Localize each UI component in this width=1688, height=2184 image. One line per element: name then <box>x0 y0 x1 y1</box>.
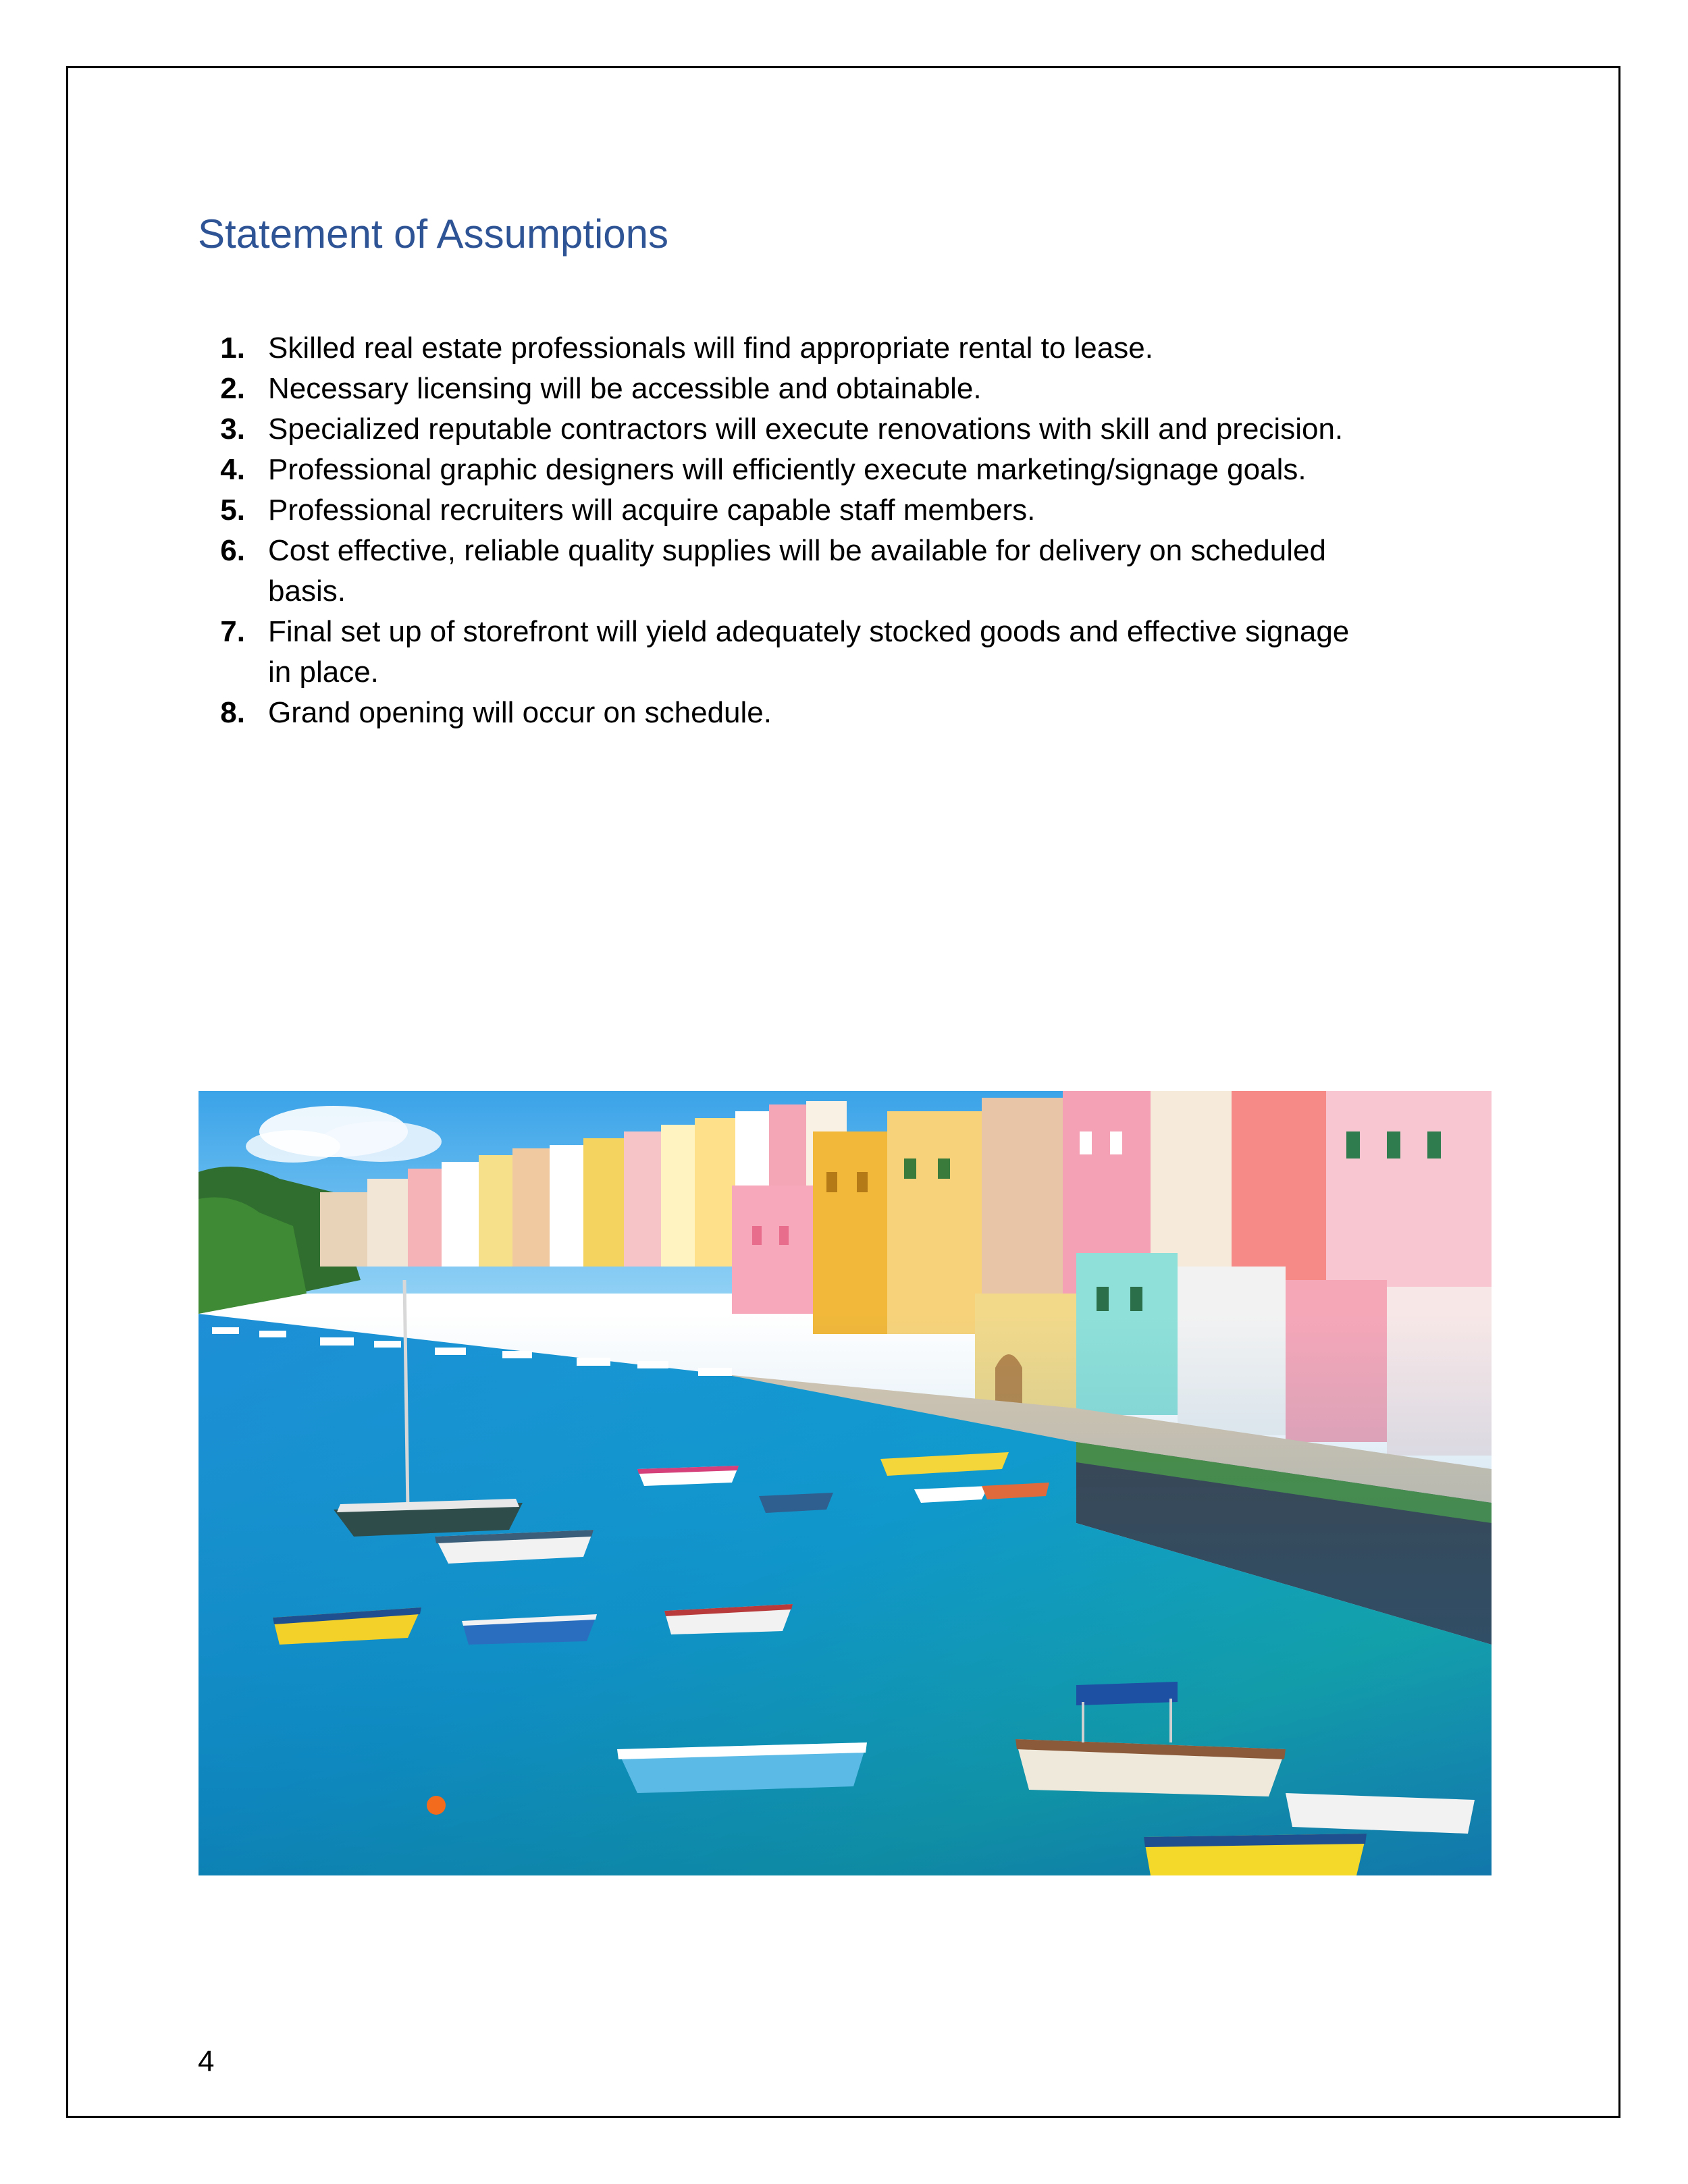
list-item-text: Professional recruiters will acquire capable staff members. <box>268 494 1036 527</box>
list-item-text: Professional graphic designers will efficiently execute marketing/signage goals. <box>268 453 1307 486</box>
list-item-text: Final set up of storefront will yield adequately stocked goods and effective signage in place. <box>268 615 1350 689</box>
list-item-text: Necessary licensing will be accessible and obtainable. <box>268 372 982 405</box>
assumptions-list <box>203 328 1418 733</box>
page-number: 4 <box>198 2045 215 2078</box>
list-item <box>203 693 1418 733</box>
list-item-number: 6. <box>220 534 245 567</box>
list-item-text: Cost effective, reliable quality supplies will be available for delivery on scheduled basis. <box>268 534 1326 608</box>
list-item <box>203 531 1418 612</box>
list-item <box>203 409 1418 450</box>
list-item <box>203 328 1418 369</box>
list-item-text: Specialized reputable contractors will execute renovations with skill and precision. <box>268 412 1344 446</box>
list-item-number: 4. <box>220 453 245 486</box>
list-item-number: 5. <box>220 494 245 527</box>
list-item-number: 3. <box>220 412 245 446</box>
list-item <box>203 450 1418 490</box>
list-item-number: 2. <box>220 372 245 405</box>
list-item-number: 8. <box>220 696 245 729</box>
section-heading: Statement of Assumptions <box>198 211 669 257</box>
list-item-number: 1. <box>220 331 245 365</box>
list-item-number: 7. <box>220 615 245 648</box>
list-item <box>203 369 1418 409</box>
list-item-text: Grand opening will occur on schedule. <box>268 696 772 729</box>
harbor-photo <box>199 1091 1492 1875</box>
list-item <box>203 612 1418 693</box>
list-item <box>203 490 1418 531</box>
harbor-photo-illustration <box>199 1091 1492 1875</box>
list-item-text: Skilled real estate professionals will find appropriate rental to lease. <box>268 331 1153 365</box>
